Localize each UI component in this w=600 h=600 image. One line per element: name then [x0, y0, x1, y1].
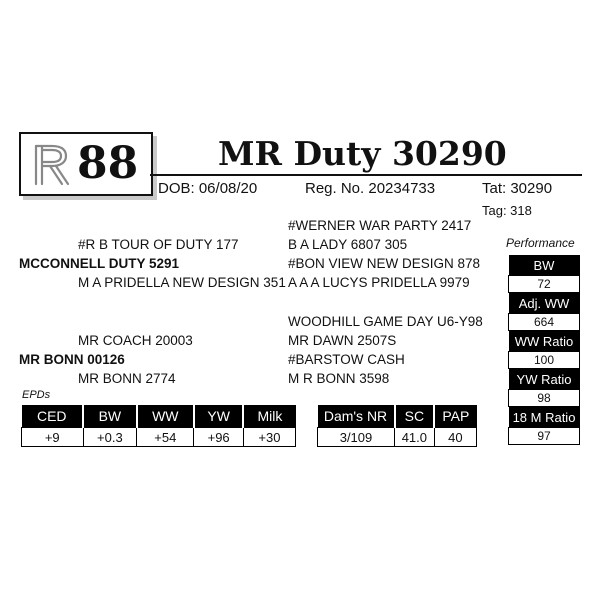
epd-header-bw: BW	[83, 405, 137, 428]
header-divider	[150, 174, 582, 176]
dam-stats-header-pap: PAP	[434, 405, 476, 428]
perf-value-yw-ratio: 98	[509, 390, 580, 407]
pedigree-sire-dam-dam: A A A LUCYS PRIDELLA 9979	[288, 275, 470, 290]
pedigree-dam-dam-sire: #BARSTOW CASH	[288, 352, 405, 367]
pedigree-sire-sire-sire: #WERNER WAR PARTY 2417	[288, 218, 472, 233]
perf-label-ww-ratio: WW Ratio	[509, 331, 580, 352]
dam-stats-value-nr: 3/109	[318, 428, 395, 447]
lot-number-box	[19, 132, 153, 196]
epds-title: EPDs	[22, 389, 51, 401]
epd-value-ww: +54	[137, 428, 194, 447]
animal-name: MR Duty 30290	[218, 134, 507, 173]
perf-value-bw: 72	[509, 276, 580, 293]
epd-table	[21, 405, 296, 447]
epd-value-ced: +9	[22, 428, 84, 447]
dam-stats-value-pap: 40	[434, 428, 476, 447]
epd-header-yw: YW	[194, 405, 243, 428]
tag-number: Tag: 318	[482, 203, 532, 218]
epd-header-milk: Milk	[243, 405, 295, 428]
pedigree-sire-dam: M A PRIDELLA NEW DESIGN 351	[78, 275, 286, 290]
pedigree-dam: MR BONN 00126	[19, 352, 125, 367]
perf-value-18m-ratio: 97	[509, 428, 580, 445]
pedigree-dam-dam: MR BONN 2774	[78, 371, 176, 386]
pedigree-dam-sire-sire: WOODHILL GAME DAY U6-Y98	[288, 314, 483, 329]
perf-label-adj-ww: Adj. WW	[509, 293, 580, 314]
dam-stats-table	[317, 405, 477, 447]
r-brand-logo-icon	[28, 140, 72, 190]
pedigree-dam-dam-dam: M R BONN 3598	[288, 371, 390, 386]
epd-header-ww: WW	[137, 405, 194, 428]
dam-stats-header-nr: Dam's NR	[318, 405, 395, 428]
dob: DOB: 06/08/20	[158, 180, 258, 197]
epd-value-yw: +96	[194, 428, 243, 447]
dam-stats-header-sc: SC	[395, 405, 435, 428]
perf-label-bw: BW	[509, 255, 580, 276]
epd-value-bw: +0.3	[83, 428, 137, 447]
lot-number: 88	[77, 138, 139, 189]
performance-title: Performance	[506, 236, 575, 250]
dam-stats-value-sc: 41.0	[395, 428, 435, 447]
pedigree-sire: MCCONNELL DUTY 5291	[19, 256, 180, 271]
pedigree-sire-sire: #R B TOUR OF DUTY 177	[78, 237, 239, 252]
registration-number: Reg. No. 20234733	[305, 180, 436, 197]
pedigree-sire-dam-sire: #BON VIEW NEW DESIGN 878	[288, 256, 481, 271]
perf-value-ww-ratio: 100	[509, 352, 580, 369]
pedigree-sire-sire-dam: B A LADY 6807 305	[288, 237, 408, 252]
pedigree-dam-sire: MR COACH 20003	[78, 333, 193, 348]
performance-table	[508, 255, 580, 445]
perf-label-18m-ratio: 18 M Ratio	[509, 407, 580, 428]
epd-header-ced: CED	[22, 405, 84, 428]
perf-label-yw-ratio: YW Ratio	[509, 369, 580, 390]
perf-value-adj-ww: 664	[509, 314, 580, 331]
tattoo: Tat: 30290	[482, 180, 553, 197]
pedigree-dam-sire-dam: MR DAWN 2507S	[288, 333, 397, 348]
epd-value-milk: +30	[243, 428, 295, 447]
